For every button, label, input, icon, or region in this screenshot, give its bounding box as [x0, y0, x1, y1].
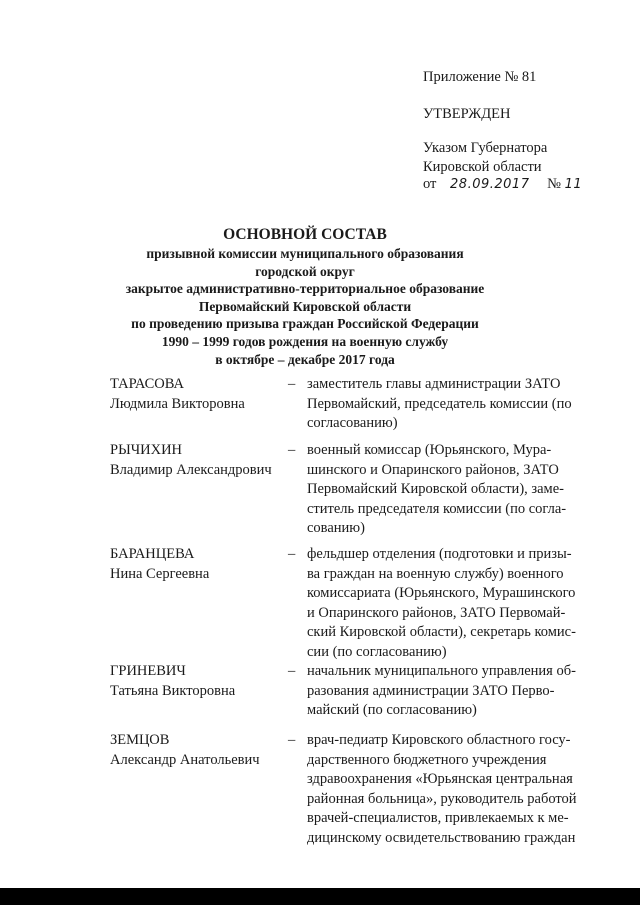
title-line-2: городской округ: [255, 263, 355, 279]
role-line: ститель председателя комиссии (по согла-: [307, 500, 567, 517]
role-line: дицинскому освидетельствованию граждан: [307, 829, 576, 846]
member-given-name: Александр Анатольевич: [110, 751, 260, 768]
role-line: заместитель главы администрации ЗАТО: [307, 376, 561, 392]
role-line: здравоохранения «Юрьянская центральная: [307, 771, 573, 787]
member-surname: ГРИНЕВИЧ: [110, 663, 186, 679]
member-name: [110, 662, 290, 701]
member-surname: ТАРАСОВА: [110, 376, 184, 392]
role-line: сии (по согласованию): [307, 643, 447, 660]
member-given-name: Татьяна Викторовна: [110, 682, 236, 699]
title-line-7: в октябре – декабре 2017 года: [215, 351, 395, 367]
member-dash: –: [288, 376, 296, 392]
member-name: [110, 731, 290, 770]
member-name: [110, 375, 290, 414]
title-line-4: Первомайский Кировской области: [198, 298, 412, 314]
member-dash: –: [288, 732, 296, 748]
role-line: врачей-специалистов, привлекаемых к ме-: [307, 810, 569, 826]
role-line: ский Кировской области), секретарь комис-: [307, 624, 576, 640]
title-line-1: призывной комиссии муниципального образования: [146, 246, 464, 261]
role-line: дарственного бюджетного учреждения: [307, 751, 547, 768]
decree-line-1: Указом Губернатора: [423, 140, 548, 156]
role-line: районная больница», руководитель работой: [307, 790, 577, 807]
role-line: и Опаринского районов, ЗАТО Первомай-: [307, 604, 566, 621]
number-prefix: №: [547, 176, 561, 192]
role-line: врач-педиатр Кировского областного госу-: [307, 732, 571, 748]
member-given-name: Владимир Александрович: [110, 461, 272, 478]
role-line: разования администрации ЗАТО Перво-: [307, 682, 555, 699]
member-role: [307, 375, 579, 434]
role-line: ва граждан на военную службу) военного: [307, 565, 564, 582]
member-surname: РЫЧИХИН: [110, 442, 183, 458]
role-line: комиссариата (Юрьянского, Мурашинского: [307, 585, 576, 601]
decree-date-line: [423, 175, 582, 194]
role-line: военный комиссар (Юрьянского, Мура-: [307, 442, 552, 458]
member-dash: –: [288, 442, 296, 458]
member-surname: ЗЕМЦОВ: [110, 732, 170, 748]
role-line: Первомайский, председатель комиссии (по: [307, 395, 572, 412]
handwritten-number: 11: [564, 177, 583, 192]
member-name: [110, 545, 290, 584]
role-line: сованию): [307, 520, 365, 536]
member-dash: –: [288, 546, 296, 562]
role-line: Первомайский Кировской области), заме-: [307, 481, 564, 497]
role-line: согласованию): [307, 415, 398, 431]
role-line: шинского и Опаринского районов, ЗАТО: [307, 461, 559, 478]
role-line: фельдшер отделения (подготовки и призы-: [307, 546, 572, 562]
decree-line-2: Кировской области: [423, 159, 542, 175]
title-line-3: закрытое административно-территориальное образование: [125, 281, 485, 297]
member-given-name: Нина Сергеевна: [110, 565, 210, 582]
member-name: [110, 441, 290, 480]
member-dash: –: [288, 663, 296, 679]
title-main: ОСНОВНОЙ СОСТАВ: [223, 226, 387, 243]
handwritten-date: 28.09.2017: [450, 177, 530, 192]
role-line: начальник муниципального управления об-: [307, 663, 576, 679]
appendix-number: Приложение № 81: [423, 69, 537, 85]
date-prefix: от: [423, 176, 437, 192]
member-role: [307, 441, 579, 539]
title-line-6: 1990 – 1999 годов рождения на военную службу: [161, 333, 449, 349]
member-given-name: Людмила Викторовна: [110, 395, 245, 412]
document-title: [90, 224, 520, 368]
scan-edge-bar: [0, 888, 640, 905]
member-role: [307, 545, 579, 662]
member-role: [307, 731, 579, 848]
member-surname: БАРАНЦЕВА: [110, 546, 195, 562]
approved-label: УТВЕРЖДЕН: [423, 106, 511, 122]
member-role: [307, 662, 579, 721]
title-line-5: по проведению призыва граждан Российской Федерации: [131, 316, 479, 332]
role-line: майский (по согласованию): [307, 702, 477, 718]
